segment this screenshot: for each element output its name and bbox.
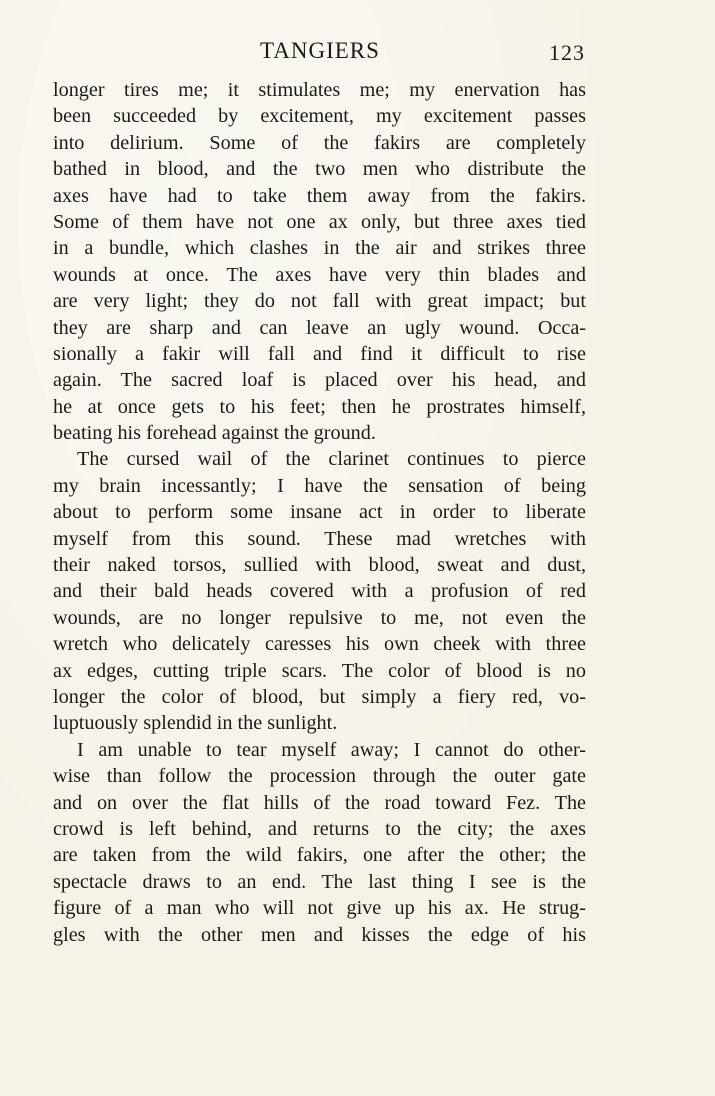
- text-line: wretch who delicately caresses his own cheek with three: [53, 633, 586, 656]
- text-line: crowd is left behind, and returns to the city; the axes: [53, 817, 586, 840]
- text-line: axes have had to take them away from the fakirs.: [53, 184, 586, 207]
- text-line: my brain incessantly; I have the sensation of being: [53, 474, 586, 497]
- text-line: again. The sacred loaf is placed over his head, and: [53, 369, 586, 392]
- text-line: about to perform some insane act in order to liberate: [53, 501, 586, 524]
- text-line: are very light; they do not fall with great impact; but: [53, 290, 586, 313]
- text-line: wounds, are no longer repulsive to me, not even the: [53, 606, 586, 629]
- text-line: he at once gets to his feet; then he prostrates himself,: [53, 395, 586, 418]
- text-line: longer tires me; it stimulates me; my enervation has: [53, 79, 586, 101]
- text-line: ax edges, cutting triple scars. The color of blood is no: [53, 659, 586, 682]
- text-line: figure of a man who will not give up his ax. He strug-: [53, 897, 586, 920]
- text-line: and their bald heads covered with a profusion of red: [53, 580, 586, 603]
- running-title: TANGIERS: [260, 38, 380, 63]
- text-line: The cursed wail of the clarinet continues to pierce: [77, 448, 586, 471]
- text-line: sionally a fakir will fall and find it difficult to rise: [53, 342, 586, 365]
- page-number: 123: [549, 40, 585, 65]
- text-line: Some of them have not one ax only, but three axes tied: [53, 210, 586, 233]
- text-line: bathed in blood, and the two men who distribute the: [53, 158, 586, 181]
- text-line: they are sharp and can leave an ugly wound. Occa-: [53, 316, 586, 339]
- text-line: gles with the other men and kisses the edge of his: [53, 923, 586, 946]
- text-line: are taken from the wild fakirs, one after the other; the: [53, 844, 586, 867]
- text-line: and on over the flat hills of the road toward Fez. The: [53, 791, 586, 814]
- text-line: myself from this sound. These mad wretches with: [53, 527, 586, 550]
- text-line: wounds at once. The axes have very thin blades and: [53, 263, 586, 286]
- text-line: in a bundle, which clashes in the air and strikes three: [53, 237, 586, 260]
- text-line: spectacle draws to an end. The last thing I see is the: [53, 870, 586, 893]
- text-line: their naked torsos, sullied with blood, sweat and dust,: [53, 554, 586, 577]
- text-line: luptuously splendid in the sunlight.: [53, 712, 338, 735]
- body-text: [53, 77, 586, 948]
- text-line: into delirium. Some of the fakirs are completely: [53, 131, 586, 154]
- running-head: [0, 34, 715, 68]
- text-line: I am unable to tear myself away; I cannot do other-: [77, 738, 586, 761]
- text-line: beating his forehead against the ground.: [53, 422, 376, 445]
- text-line: been succeeded by excitement, my excitement passes: [53, 105, 586, 128]
- text-line: wise than follow the procession through the outer gate: [53, 765, 586, 788]
- text-line: longer the color of blood, but simply a fiery red, vo-: [53, 685, 586, 708]
